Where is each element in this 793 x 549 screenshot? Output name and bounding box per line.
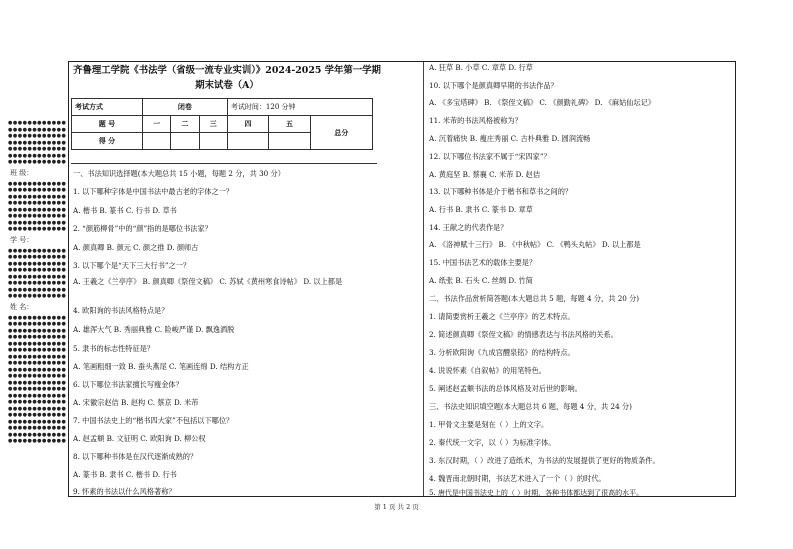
question-number: 五 [269, 116, 310, 133]
dot-border: ●●●●●●●●●●●● ●●●●●●●●●●●● ●●●●●●●●●●●● ●●●●●●●●●●●● ●●●●●●●●●●●● ●●●●●●●●●●●● ●●●●●●●●●●●● [8, 120, 67, 165]
exam-title: 齐鲁理工学院《书法学（省级一流专业实训）》2024-2025 学年第一学期期末试卷（A） [73, 65, 381, 91]
options: A. 行书 B. 隶书 C. 篆书 D. 章草 [429, 205, 533, 214]
question-number-label: 题 号 [72, 116, 143, 133]
question: 2. 简述颜真卿《祭侄文稿》的情感表达与书法风格的关系。 [429, 330, 618, 339]
score-cell [227, 133, 268, 150]
question: 4. 欧阳询的书法风格特点是？ [73, 306, 169, 315]
question: 13. 以下哪种书体是介于楷书和草书之间的？ [429, 187, 573, 196]
question: 3. 东汉时期，（ ）改进了造纸术，为书法的发展提供了更好的物质条件。 [429, 456, 660, 465]
class-label: 班 级： [10, 168, 34, 177]
name-label: 姓 名： [10, 302, 34, 311]
options: A. 宋徽宗赵佶 B. 赵构 C. 蔡京 D. 米芾 [73, 398, 199, 407]
options: A. 王羲之《兰亭序》 B. 颜真卿《祭侄文稿》 C. 苏轼《黄州寒食诗帖》 D. 以上都是 [73, 277, 343, 286]
question-number: 四 [227, 116, 268, 133]
question: 11. 米芾的书法风格被称为？ [429, 116, 522, 125]
exam-page [68, 61, 736, 497]
section-rule [71, 163, 377, 164]
score-row-label: 得 分 [72, 133, 143, 150]
question: 9. 怀素的书法以什么风格著称？ [73, 487, 176, 496]
question: 5. 阐述赵孟頫书法的总体风格及对后世的影响。 [429, 384, 582, 393]
options: A. 雄浑大气 B. 秀丽典雅 C. 险峻严谨 D. 飘逸洒脱 [73, 325, 235, 334]
dot-border: ●●●●●●●●●●●● ●●●●●●●●●●●● ●●●●●●●●●●●● ●●●●●●●●●●●● ●●●●●●●●●●●● ●●●●●●●●●●●● ●●●●●●●●●●●● ●●●●●●●●●●●● ●●●●●●●●●●●● ●●●●●●●●●●●● ●●●●●●●●●●●● ●●●●●●●●●●●● ●●●●●●●●●●●● ●●●●●●●●●●●● ●●●●●●●●●●●● ●●●●●●●●●●●● ●●●●●●●●●●●● ●●●●●●●●●●●● ●●●●●●●●●●●● ●●●●●●●●●●●● [8, 314, 67, 444]
score-cell [199, 133, 227, 150]
question: 15. 中国书法艺术的载体主要是？ [429, 258, 537, 267]
score-table [71, 98, 373, 150]
options: A. 《洛神赋十三行》 B. 《中秋帖》 C. 《鸭头丸帖》 D. 以上都是 [429, 240, 641, 249]
options: A. 纸张 B. 石头 C. 丝绸 D. 竹简 [429, 276, 533, 285]
question: 5. 隶书的标志性特征是？ [73, 344, 155, 353]
question: 5. 唐代是中国书法史上的（ ）时期，各种书体都达到了很高的水平。 [429, 489, 644, 497]
dot-border: ●●●●●●●●●●●● ●●●●●●●●●●●● ●●●●●●●●●●●● ●●●●●●●●●●●● ●●●●●●●●●●●● ●●●●●●●●●●●● ●●●●●●●●●●●● ●●●●●●●●●●●● [8, 180, 67, 232]
question: 2. “颜筋柳骨”中的“颜”指的是哪位书法家？ [73, 224, 212, 233]
dot-border: ●●●●●●●●●●●● ●●●●●●●●●●●● ●●●●●●●●●●●● ●●●●●●●●●●●● ●●●●●●●●●●●● ●●●●●●●●●●●● ●●●●●●●●●●●● ●●●●●●●●●●●● [8, 247, 67, 299]
question: 1. 甲骨文主要是刻在（ ）上的文字。 [429, 420, 549, 429]
exam-time: 考试时间：120 分钟 [227, 99, 372, 116]
options: A. 赵孟頫 B. 文征明 C. 欧阳询 D. 柳公权 [73, 434, 206, 443]
question: 2. 秦代统一文字，以（ ）为标准字体。 [429, 438, 556, 447]
question: 14. 王献之的代表作是？ [429, 223, 508, 232]
question-number: 三 [199, 116, 227, 133]
question-number: 二 [171, 116, 199, 133]
section-heading: 二、书法作品赏析简答题(本大题总共 5 题，每题 4 分，共 20 分) [429, 294, 640, 303]
question: 10. 以下哪个是颜真卿早期的书法作品？ [429, 81, 558, 90]
options: A. 《多宝塔碑》 B. 《祭侄文稿》 C. 《颜勤礼碑》 D. 《麻姑仙坛记》 [429, 98, 656, 107]
student-id-label: 学 号： [10, 235, 34, 244]
section-heading: 一、书法知识选择题(本大题总共 15 小题，每题 2 分，共 30 分） [73, 169, 285, 178]
options: A. 黄庭坚 B. 蔡襄 C. 米芾 D. 赵佶 [429, 170, 541, 179]
question: 1. 请简要赏析王羲之《兰亭序》的艺术特点。 [429, 312, 575, 321]
score-cell [142, 133, 170, 150]
question: 8. 以下哪种书体是在汉代逐渐成熟的？ [73, 452, 198, 461]
score-cell [269, 133, 310, 150]
score-cell [171, 133, 199, 150]
question: 3. 以下哪个是“天下三大行书”之一？ [73, 261, 191, 270]
options: A. 楷书 B. 篆书 C. 行书 D. 草书 [73, 206, 177, 215]
section-heading: 三、书法史知识填空题(本大题总共 6 题，每题 4 分，共 24 分) [429, 402, 632, 411]
options: A. 沉着痛快 B. 瘦庄秀丽 C. 古朴典雅 D. 圆润流畅 [429, 134, 591, 143]
question: 6. 以下哪位书法家擅长写瘦金体？ [73, 380, 183, 389]
options: A. 笔画粗细一致 B. 蚕头燕尾 C. 笔画连绵 D. 结构方正 [73, 362, 249, 371]
question: 3. 分析欧阳询《九成宫醴泉铭》的结构特点。 [429, 348, 575, 357]
question: 1. 以下哪种字体是中国书法中最古老的字体之一？ [73, 187, 234, 196]
question: 4. 说说怀素《自叙帖》的用笔特色。 [429, 366, 546, 375]
question-number: 一 [142, 116, 170, 133]
options: A. 篆书 B. 隶书 C. 楷书 D. 行书 [73, 470, 177, 479]
column-divider [423, 62, 424, 496]
question: 12. 以下哪位书法家不属于“宋四家”？ [429, 152, 551, 161]
question: 4. 魏晋南北朝时期，书法艺术进入了一个（ ）的时代。 [429, 474, 606, 483]
question: 7. 中国书法史上的“楷书四大家”不包括以下哪位？ [73, 416, 234, 425]
binding-strip [8, 120, 67, 520]
exam-method-value: 闭卷 [142, 99, 227, 116]
page-footer: 第 1 页 共 2 页 [374, 503, 419, 511]
options: A. 狂草 B. 小草 C. 章草 D. 行草 [429, 63, 533, 72]
exam-method-label: 考试方式 [72, 99, 143, 116]
options: A. 颜真卿 B. 颜元 C. 颜之推 D. 颜师古 [73, 243, 199, 252]
total-label: 总分 [310, 116, 372, 150]
